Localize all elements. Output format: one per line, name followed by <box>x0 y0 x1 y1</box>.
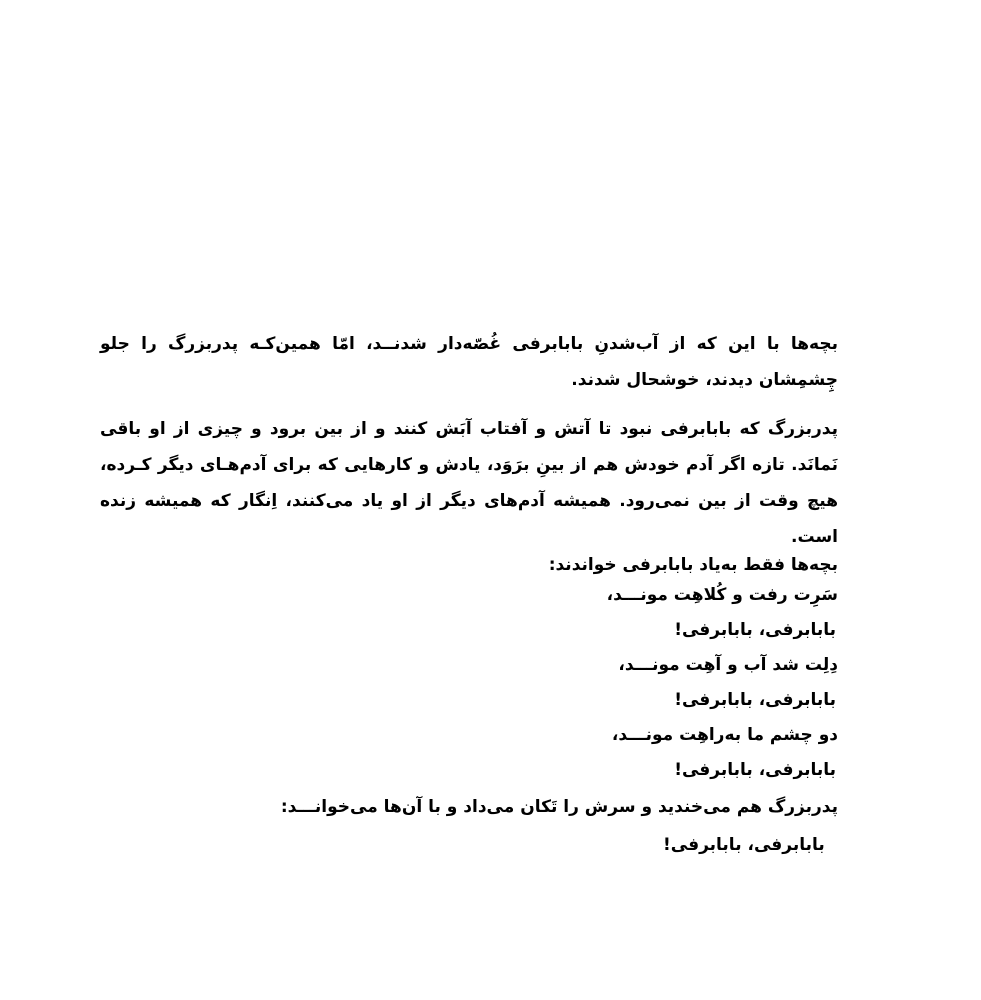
closing-line: پدربزرگ هم می‌خندید و سرش را تَکان می‌داد و با آن‌ها می‌خوانـــد: <box>280 797 838 817</box>
poem-line-1: سَرِت رفت و کُلاهِت مونـــد، <box>606 585 838 605</box>
closing-refrain: بابابرفی، بابابرفی! <box>663 835 825 855</box>
paragraph-2: پدربزرگ که بابابرفی نبود تا آتش و آفتاب آبَش کنند و از بین برود و چیزی از او باقی نَمانَد. تازه اگر آدم خودش هم از بینِ برَوَد، یادش و کارهایی که برای آدم‌هـای دیگر کـرده، هیچ وقت از بین نمی‌رود. همیشه آدم‌های دیگر از او یاد می‌کنند، اِنگار که همیشه زنده است. <box>100 419 838 547</box>
poem-line-2: بابابرفی، بابابرفی! <box>674 620 836 640</box>
poem <box>607 578 838 788</box>
poem-line-5: دو چشم ما به‌راهِت مونـــد، <box>611 725 838 745</box>
poem-line-4: بابابرفی، بابابرفی! <box>674 690 836 710</box>
poem-line-6: بابابرفی، بابابرفی! <box>674 760 836 780</box>
paragraph-3: بچه‌ها فقط به‌یاد بابابرفی خواندند: <box>548 555 838 575</box>
paragraph-1: بچه‌ها با این که از آب‌شدنِ بابابرفی غُصّه‌دار شدنــد، امّا همین‌کـه پدربزرگ را جلو چِشمِشان دیدند، خوشحال شدند. <box>100 334 838 390</box>
poem-line-3: دِلِت شد آب و آهِت مونـــد، <box>618 655 838 675</box>
